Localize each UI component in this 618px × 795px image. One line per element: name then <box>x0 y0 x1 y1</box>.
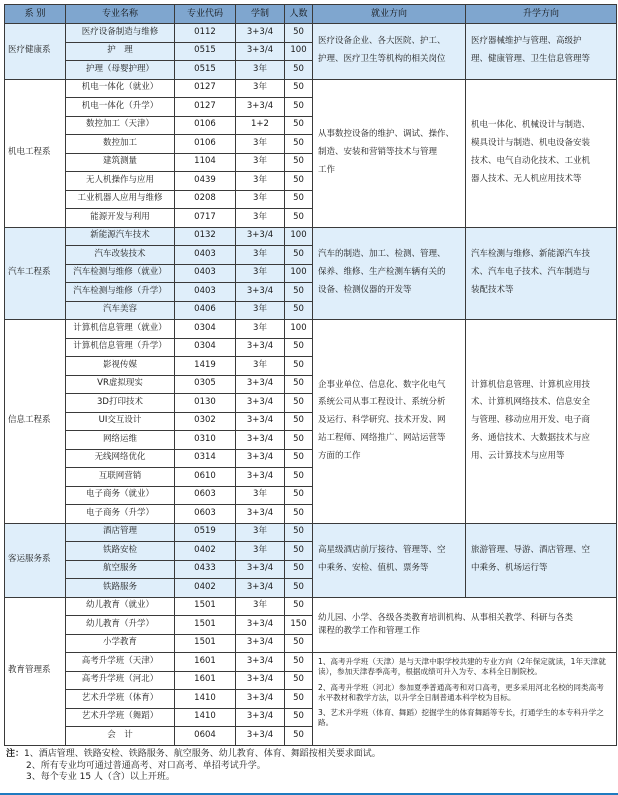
major-code: 1501 <box>175 597 236 616</box>
major-duration: 3年 <box>236 209 285 228</box>
major-code: 0314 <box>175 449 236 468</box>
major-name: 无线网络优化 <box>66 449 175 468</box>
major-code: 0302 <box>175 412 236 431</box>
major-duration: 3+3/4 <box>236 505 285 524</box>
major-enrollment: 50 <box>285 338 313 357</box>
major-name: 无人机操作与应用 <box>66 172 175 191</box>
employment-direction: 高星级酒店前厅接待、管理等、空 中乘务、安检、值机、票务等 <box>313 523 466 597</box>
major-enrollment: 50 <box>285 523 313 542</box>
major-enrollment: 50 <box>285 24 313 43</box>
major-code: 0402 <box>175 542 236 561</box>
major-duration: 3+3/4 <box>236 671 285 690</box>
major-duration: 3年 <box>236 320 285 339</box>
major-enrollment: 50 <box>285 708 313 727</box>
major-enrollment: 50 <box>285 283 313 302</box>
major-code: 0112 <box>175 24 236 43</box>
major-name: 医疗设备制造与维修 <box>66 24 175 43</box>
major-duration: 3+3/4 <box>236 579 285 598</box>
major-duration: 3+3/4 <box>236 338 285 357</box>
major-code: 0106 <box>175 116 236 135</box>
further-study-direction: 计算机信息管理、计算机应用技 术、计算机网络技术、信息安全 与管理、移动应用开发、电子商 务、通信技术、大数据技术与应 用、云计算技术与应用等 <box>466 320 617 524</box>
major-duration: 3+3/4 <box>236 634 285 653</box>
major-code: 1419 <box>175 357 236 376</box>
major-duration: 3+3/4 <box>236 375 285 394</box>
major-name: 工业机器人应用与维修 <box>66 190 175 209</box>
major-code: 0127 <box>175 98 236 117</box>
major-name: 酒店管理 <box>66 523 175 542</box>
admission-note: 1、高考升学班（天津）是与天津中职学校共建的专业方向（2年保定就读，1年天津就读），参加天津春季高考，根据成绩可升入为专、本科全日制院校。 <box>318 657 606 676</box>
major-duration: 3+3/4 <box>236 283 285 302</box>
footnote-label: 注： <box>6 749 25 759</box>
major-enrollment: 50 <box>285 116 313 135</box>
major-code: 0106 <box>175 135 236 154</box>
major-code: 0604 <box>175 727 236 746</box>
major-duration: 3年 <box>236 135 285 154</box>
major-code: 0208 <box>175 190 236 209</box>
major-name: 幼儿教育（升学） <box>66 616 175 635</box>
header-major-code: 专业代码 <box>175 5 236 24</box>
major-enrollment: 50 <box>285 135 313 154</box>
further-study-direction: 旅游管理、导游、酒店管理、空 中乘务、机场运行等 <box>466 523 617 597</box>
major-duration: 3+3/4 <box>236 653 285 672</box>
major-code: 0603 <box>175 505 236 524</box>
major-enrollment: 50 <box>285 542 313 561</box>
major-enrollment: 50 <box>285 61 313 80</box>
major-code: 1104 <box>175 153 236 172</box>
major-enrollment: 100 <box>285 320 313 339</box>
major-enrollment: 50 <box>285 301 313 320</box>
major-duration: 3+3/4 <box>236 616 285 635</box>
major-duration: 3年 <box>236 301 285 320</box>
major-enrollment: 50 <box>285 560 313 579</box>
major-enrollment: 50 <box>285 412 313 431</box>
header-enrollment: 人数 <box>285 5 313 24</box>
major-name: 互联网营销 <box>66 468 175 487</box>
department-name: 机电工程系 <box>5 79 66 227</box>
major-duration: 3+3/4 <box>236 708 285 727</box>
major-code: 0515 <box>175 61 236 80</box>
major-duration: 3年 <box>236 172 285 191</box>
major-code: 0403 <box>175 283 236 302</box>
major-code: 0310 <box>175 431 236 450</box>
major-duration: 3+3/4 <box>236 727 285 746</box>
table-header-row <box>5 5 617 24</box>
major-duration: 3年 <box>236 61 285 80</box>
major-duration: 3+3/4 <box>236 412 285 431</box>
major-name: 汽车改装技术 <box>66 246 175 265</box>
major-duration: 3年 <box>236 357 285 376</box>
major-name: 机电一体化（升学） <box>66 98 175 117</box>
major-name: 计算机信息管理（就业） <box>66 320 175 339</box>
major-duration: 3年 <box>236 597 285 616</box>
major-name: UI交互设计 <box>66 412 175 431</box>
major-duration: 3年 <box>236 542 285 561</box>
major-enrollment: 50 <box>285 671 313 690</box>
major-code: 1601 <box>175 653 236 672</box>
major-enrollment: 150 <box>285 616 313 635</box>
major-enrollment: 50 <box>285 209 313 228</box>
major-name: 艺术升学班（舞蹈） <box>66 708 175 727</box>
major-enrollment: 50 <box>285 653 313 672</box>
major-code: 1410 <box>175 690 236 709</box>
major-duration: 3+3/4 <box>236 468 285 487</box>
major-code: 0403 <box>175 264 236 283</box>
admission-note: 2、高考升学班（河北）参加夏季普通高考和对口高考，更多采用河北名校的同类高考水平教材和教学方法，以升学全日制普通本科学校为目标。 <box>318 682 604 702</box>
major-name: 护理（母婴护理） <box>66 61 175 80</box>
table-row <box>5 320 617 339</box>
major-duration: 3+3/4 <box>236 394 285 413</box>
major-name: 汽车检测与维修（升学） <box>66 283 175 302</box>
major-duration: 3年 <box>236 246 285 265</box>
major-enrollment: 50 <box>285 394 313 413</box>
major-duration: 3+3/4 <box>236 449 285 468</box>
major-name: 网络运维 <box>66 431 175 450</box>
major-name: 铁路安检 <box>66 542 175 561</box>
major-duration: 3年 <box>236 153 285 172</box>
footnote-line-3: 3、每个专业 15 人（含）以上开班。 <box>26 772 175 782</box>
table-row <box>5 597 617 616</box>
major-name: 汽车美容 <box>66 301 175 320</box>
major-enrollment: 50 <box>285 246 313 265</box>
major-duration: 3+3/4 <box>236 24 285 43</box>
major-enrollment: 50 <box>285 357 313 376</box>
major-duration: 3年 <box>236 264 285 283</box>
major-name: 航空服务 <box>66 560 175 579</box>
department-name: 客运服务系 <box>5 523 66 597</box>
employment-direction: 幼儿园、小学、各级各类教育培训机构、从事相关教学、科研与各类 课程的教学工作和管理工作 <box>313 597 617 653</box>
employment-direction: 企事业单位、信息化、数字化电气 系统公司从事工程设计、系统分析 及运行、科学研究、技术开发、网 站工程师、网络推广、网站运营等 方面的工作 <box>313 320 466 524</box>
major-duration: 1+2 <box>236 116 285 135</box>
major-enrollment: 50 <box>285 190 313 209</box>
footnote <box>6 749 612 784</box>
major-enrollment: 50 <box>285 505 313 524</box>
employment-direction: 医疗设备企业、各大医院、护工、 护理、医疗卫生等机构的相关岗位 <box>313 24 466 80</box>
table-row <box>5 523 617 542</box>
major-duration: 3+3/4 <box>236 690 285 709</box>
major-name: 影视传媒 <box>66 357 175 376</box>
major-duration: 3年 <box>236 523 285 542</box>
major-code: 0433 <box>175 560 236 579</box>
table-row <box>5 227 617 246</box>
major-duration: 3+3/4 <box>236 560 285 579</box>
major-name: 会 计 <box>66 727 175 746</box>
major-name: VR虚拟现实 <box>66 375 175 394</box>
major-code: 0603 <box>175 486 236 505</box>
major-name: 护 理 <box>66 42 175 61</box>
major-name: 幼儿教育（就业） <box>66 597 175 616</box>
major-code: 0130 <box>175 394 236 413</box>
admission-note: 3、艺术升学班（体育、舞蹈）挖掘学生的体育舞蹈等专长，打通学生的本专科升学之路。 <box>318 708 604 728</box>
table-row <box>5 653 617 672</box>
header-duration: 学制 <box>236 5 285 24</box>
department-name: 信息工程系 <box>5 320 66 524</box>
major-code: 1410 <box>175 708 236 727</box>
major-code: 1501 <box>175 616 236 635</box>
major-name: 汽车检测与维修（就业） <box>66 264 175 283</box>
major-enrollment: 50 <box>285 449 313 468</box>
major-code: 0610 <box>175 468 236 487</box>
majors-table <box>4 4 617 746</box>
major-name: 建筑测量 <box>66 153 175 172</box>
major-name: 数控加工（天津） <box>66 116 175 135</box>
major-name: 新能源汽车技术 <box>66 227 175 246</box>
footnote-line-1: 注：1、酒店管理、铁路安检、铁路服务、航空服务、幼儿教育、体育、舞蹈按相关要求面试。 <box>6 749 381 759</box>
footnote-line-2: 2、所有专业均可通过普通高考、对口高考、单招考试升学。 <box>26 760 266 771</box>
major-code: 0406 <box>175 301 236 320</box>
major-enrollment: 50 <box>285 172 313 191</box>
major-name: 计算机信息管理（升学） <box>66 338 175 357</box>
major-code: 1501 <box>175 634 236 653</box>
major-enrollment: 50 <box>285 468 313 487</box>
major-enrollment: 50 <box>285 79 313 98</box>
major-code: 0717 <box>175 209 236 228</box>
admission-notes <box>313 653 617 746</box>
major-name: 数控加工 <box>66 135 175 154</box>
major-code: 1601 <box>175 671 236 690</box>
major-enrollment: 100 <box>285 264 313 283</box>
major-name: 高考升学班（河北） <box>66 671 175 690</box>
major-duration: 3+3/4 <box>236 98 285 117</box>
major-code: 0304 <box>175 320 236 339</box>
header-further-study: 升学方向 <box>466 5 617 24</box>
major-enrollment: 100 <box>285 227 313 246</box>
major-name: 能源开发与利用 <box>66 209 175 228</box>
major-code: 0403 <box>175 246 236 265</box>
department-name: 汽车工程系 <box>5 227 66 320</box>
table-row <box>5 79 617 98</box>
major-name: 机电一体化（就业） <box>66 79 175 98</box>
further-study-direction: 医疗器械维护与管理、高级护 理、健康管理、卫生信息管理等 <box>466 24 617 80</box>
major-code: 0132 <box>175 227 236 246</box>
major-enrollment: 50 <box>285 727 313 746</box>
major-code: 0439 <box>175 172 236 191</box>
major-name: 艺术升学班（体育） <box>66 690 175 709</box>
department-name: 医疗健康系 <box>5 24 66 80</box>
major-duration: 3+3/4 <box>236 227 285 246</box>
major-enrollment: 50 <box>285 597 313 616</box>
employment-direction: 从事数控设备的维护、调试、操作、 制造、安装和营销等技术与管理 工作 <box>313 79 466 227</box>
major-enrollment: 50 <box>285 153 313 172</box>
major-duration: 3年 <box>236 79 285 98</box>
major-enrollment: 50 <box>285 579 313 598</box>
major-duration: 3年 <box>236 190 285 209</box>
major-enrollment: 50 <box>285 431 313 450</box>
department-name: 教育管理系 <box>5 597 66 745</box>
major-enrollment: 100 <box>285 42 313 61</box>
further-study-direction: 机电一体化、机械设计与制造、 模具设计与制造、机电设备安装 技术、电气自动化技术、工业机 器人技术、无人机应用技术等 <box>466 79 617 227</box>
major-enrollment: 50 <box>285 634 313 653</box>
table-row <box>5 24 617 43</box>
major-enrollment: 50 <box>285 690 313 709</box>
major-name: 电子商务（升学） <box>66 505 175 524</box>
employment-direction: 汽车的制造、加工、检测、管理、 保养、维修、生产检测车辆有关的 设备、检测仪器的开发等 <box>313 227 466 320</box>
major-duration: 3年 <box>236 486 285 505</box>
major-code: 0515 <box>175 42 236 61</box>
major-code: 0402 <box>175 579 236 598</box>
major-name: 高考升学班（天津） <box>66 653 175 672</box>
major-enrollment: 50 <box>285 375 313 394</box>
major-code: 0304 <box>175 338 236 357</box>
major-enrollment: 50 <box>285 98 313 117</box>
header-department: 系 别 <box>5 5 66 24</box>
header-employment: 就业方向 <box>313 5 466 24</box>
major-code: 0127 <box>175 79 236 98</box>
header-major-name: 专业名称 <box>66 5 175 24</box>
further-study-direction: 汽车检测与维修、新能源汽车技 术、汽车电子技术、汽车制造与 装配技术等 <box>466 227 617 320</box>
major-duration: 3+3/4 <box>236 431 285 450</box>
major-name: 电子商务（就业） <box>66 486 175 505</box>
majors-table-wrapper <box>4 4 616 745</box>
major-name: 3D打印技术 <box>66 394 175 413</box>
major-code: 0305 <box>175 375 236 394</box>
major-enrollment: 50 <box>285 486 313 505</box>
major-name: 铁路服务 <box>66 579 175 598</box>
major-duration: 3+3/4 <box>236 42 285 61</box>
major-name: 小学教育 <box>66 634 175 653</box>
major-code: 0519 <box>175 523 236 542</box>
